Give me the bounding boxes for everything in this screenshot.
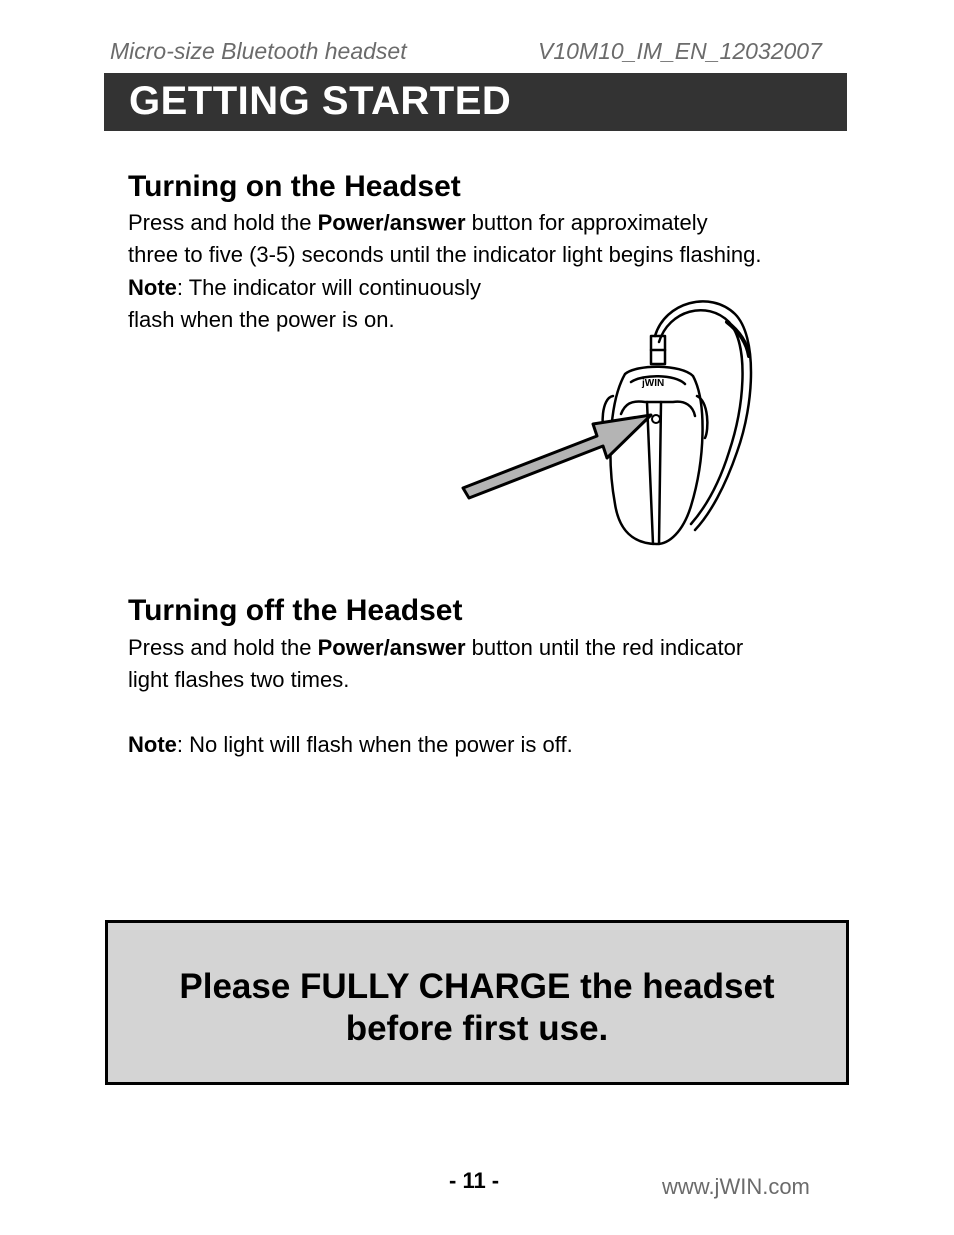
- pointer-arrow-icon: [463, 415, 651, 498]
- header-doc-code: V10M10_IM_EN_12032007: [538, 38, 822, 64]
- headset-brand-label: jWIN: [642, 378, 665, 389]
- note-label: Note: [128, 275, 177, 300]
- charge-notice-line-1: Please FULLY CHARGE the headset: [179, 967, 775, 1006]
- power-answer-term: Power/answer: [317, 210, 466, 235]
- power-answer-term: Power/answer: [317, 635, 466, 660]
- headset-illustration: [455, 292, 765, 552]
- page-number: - 11 -: [449, 1168, 500, 1193]
- header-product-name: Micro-size Bluetooth headset: [110, 38, 407, 64]
- section-banner: [104, 73, 847, 131]
- charge-notice-box: [105, 920, 849, 1085]
- charge-notice-line-2: before first use.: [345, 1009, 609, 1048]
- heading-turning-off: Turning off the Headset: [128, 594, 463, 627]
- turning-off-line-2: light flashes two times.: [128, 667, 350, 692]
- footer-url: www.jWIN.com: [662, 1174, 810, 1199]
- turning-on-line-1: Press and hold the Power/answer button for approximately: [128, 210, 708, 235]
- note-label: Note: [128, 732, 177, 757]
- turning-on-note: Note: The indicator will continuously: [128, 275, 481, 300]
- banner-title: GETTING STARTED: [129, 79, 512, 123]
- turning-on-line-2: three to five (3-5) seconds until the indicator light begins flashing.: [128, 242, 762, 267]
- turning-off-line-1: Press and hold the Power/answer button until the red indicator: [128, 635, 744, 660]
- heading-turning-on: Turning on the Headset: [128, 170, 461, 203]
- turning-on-note-line-2: flash when the power is on.: [128, 307, 395, 332]
- turning-off-note: Note: No light will flash when the power is off.: [128, 732, 573, 757]
